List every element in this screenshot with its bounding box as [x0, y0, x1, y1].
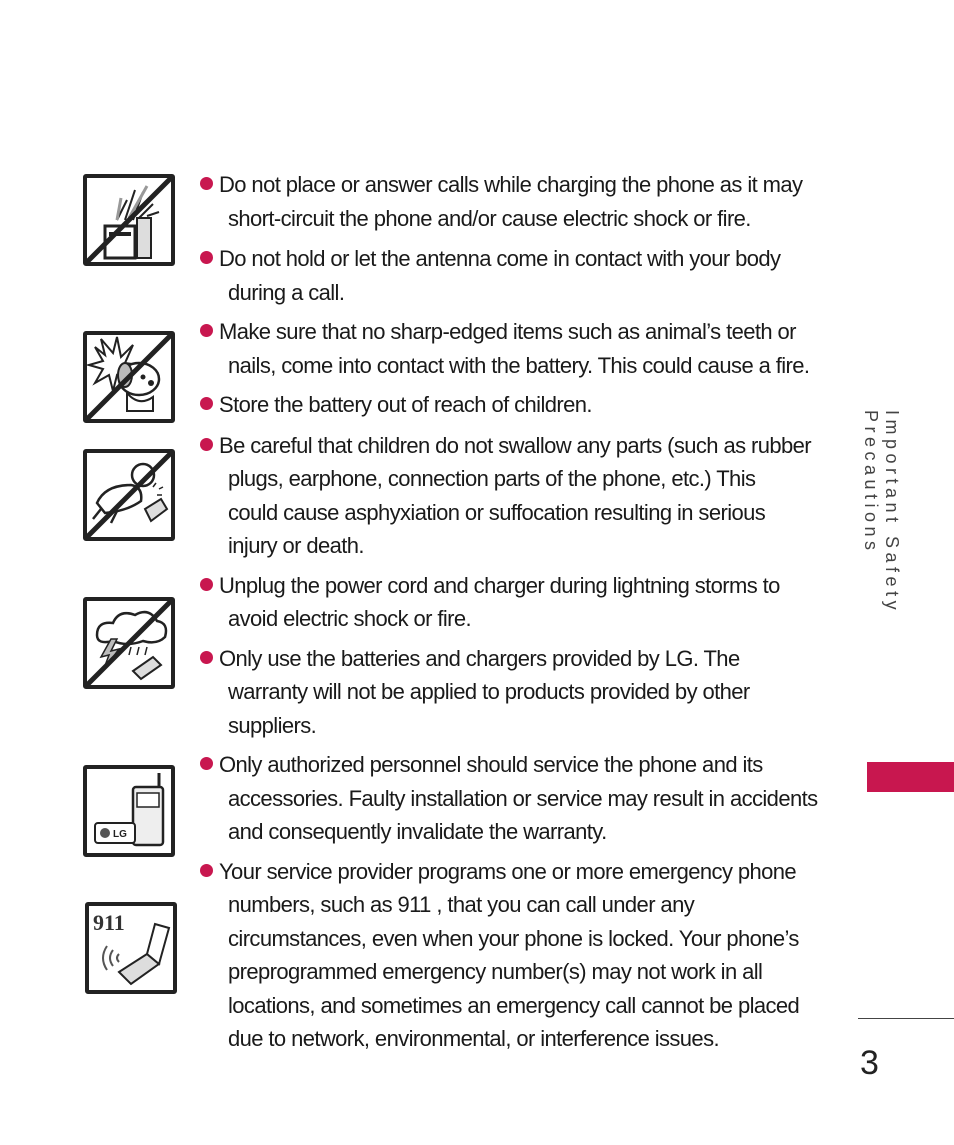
bullet-line1: Your service provider programs one or more emergency phone — [219, 858, 797, 884]
bullet-battery-children — [200, 388, 830, 422]
bullet-line1: Be careful that children do not swallow any parts (such as rubber — [219, 432, 811, 458]
bullet-authorized-service — [200, 748, 830, 849]
bullet-sharp-edges — [200, 315, 830, 382]
bullet-rest: warranty will not be applied to products provided by other suppliers. — [228, 679, 750, 738]
charging-phone-prohibited-icon — [83, 174, 175, 266]
child-swallowing-parts-prohibited-icon — [83, 449, 175, 541]
bullet-rest: during a call. — [228, 279, 345, 305]
dog-biting-battery-prohibited-icon — [83, 331, 175, 423]
bullet-rest: numbers, such as 911 , that you can call under any circumstances, even when your phone is locked. Your phone’s preprogrammed emergency number(s) may not work in all locations, and sometimes an emergency call cannot be placed due to network, environmental, or interference issues. — [228, 892, 800, 1051]
bullet-line1: Only authorized personnel should service the phone and its — [219, 752, 763, 777]
bullet-emergency-numbers — [200, 855, 830, 1056]
footer-rule — [858, 1018, 954, 1019]
bullet-dot — [200, 397, 213, 410]
page-number: 3 — [860, 1044, 879, 1082]
bullet-line1: Do not hold or let the antenna come in contact with your body — [219, 246, 781, 271]
bullet-line1: Do not place or answer calls while charging the phone as it may — [219, 172, 803, 197]
emergency-911-icon — [85, 902, 177, 994]
safety-bullet-list — [200, 168, 830, 1056]
bullet-line1: Make sure that no sharp-edged items such as animal’s teeth or — [219, 319, 796, 344]
bullet-line1: Only use the batteries and chargers provided by LG. The — [219, 645, 740, 671]
bullet-rest: accessories. Faulty installation or service may result in accidents and consequently invalidate the warranty. — [228, 785, 818, 844]
bullet-dot — [200, 864, 213, 877]
bullet-rest: avoid electric shock or fire. — [228, 606, 472, 631]
bullet-dot — [200, 757, 213, 770]
bullet-rest: short-circuit the phone and/or cause electric shock or fire. — [228, 205, 751, 231]
bullet-swallow-parts — [200, 429, 830, 563]
bullet-lg-batteries — [200, 642, 830, 743]
bullet-dot — [200, 651, 213, 664]
bullet-dot — [200, 251, 213, 264]
section-tab-marker — [867, 762, 954, 792]
lg-authorized-service-icon — [83, 765, 175, 857]
bullet-line1: Unplug the power cord and charger during lightning storms to — [219, 572, 780, 598]
svg-text:LG: LG — [113, 829, 127, 840]
section-title: Important Safety Precautions — [861, 410, 902, 615]
bullet-rest: nails, come into contact with the battery. This could cause a fire. — [228, 352, 810, 378]
svg-text:911: 911 — [93, 910, 125, 935]
bullet-dot — [200, 324, 213, 337]
bullet-antenna — [200, 242, 830, 309]
bullet-charging — [200, 168, 830, 235]
bullet-lightning — [200, 569, 830, 636]
bullet-rest: plugs, earphone, connection parts of the phone, etc.) This could cause asphyxiation or suffocation resulting in serious injury or death. — [228, 466, 766, 558]
lightning-storm-prohibited-icon — [83, 597, 175, 689]
bullet-dot — [200, 177, 213, 190]
bullet-line1: Store the battery out of reach of children. — [219, 392, 592, 417]
bullet-dot — [200, 438, 213, 451]
bullet-dot — [200, 578, 213, 591]
